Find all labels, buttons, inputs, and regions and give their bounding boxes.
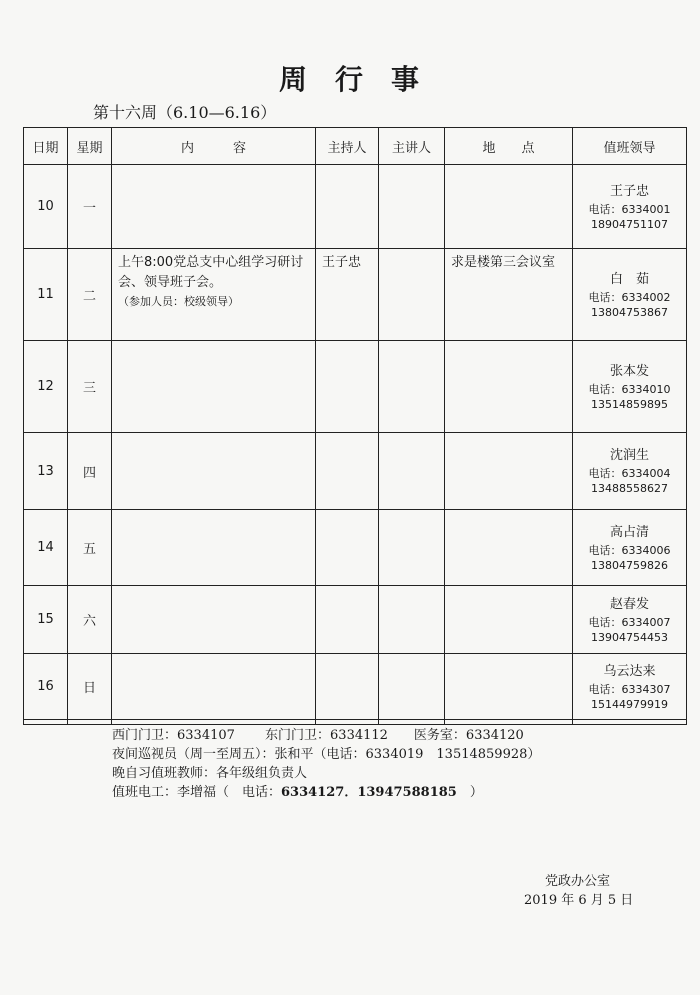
- table-row: [24, 510, 687, 586]
- row-content: [112, 249, 316, 341]
- leader-name: 乌云达来: [603, 663, 656, 679]
- row-speaker: [379, 586, 445, 654]
- schedule-table: [23, 127, 687, 725]
- leader-mobile: 13904754453: [591, 630, 668, 644]
- footer-electric: [112, 781, 483, 800]
- row-weekday: 一: [68, 165, 112, 249]
- leader-phone: 电话：6334007: [588, 615, 671, 629]
- row-leader: [573, 433, 687, 510]
- header-host: 主持人: [316, 128, 379, 165]
- title-char: 周: [278, 63, 309, 96]
- table-row: [24, 654, 687, 720]
- table-row: [24, 433, 687, 510]
- leader-phone: 电话：6334006: [588, 543, 671, 557]
- row-leader: [573, 341, 687, 433]
- page-title: [0, 58, 700, 98]
- row-date: 10: [24, 165, 68, 249]
- leader-phone: 电话：6334002: [588, 290, 671, 304]
- leader-name: 张本发: [609, 363, 649, 379]
- row-host: [316, 510, 379, 586]
- issue-date: 2019 年 6 月 5 日: [524, 893, 634, 908]
- header-date: 日期: [24, 128, 68, 165]
- leader-phone: 电话：6334307: [588, 682, 671, 696]
- row-date: 15: [24, 586, 68, 654]
- row-speaker: [379, 165, 445, 249]
- row-host: [316, 654, 379, 720]
- footer-electric-prefix: 值班电工：李增福（ 电话：: [112, 785, 282, 800]
- leader-name: 沈润生: [609, 448, 649, 463]
- row-location: [445, 586, 573, 654]
- row-location: [445, 654, 573, 720]
- row-date: 11: [24, 249, 68, 341]
- row-date: 13: [24, 433, 68, 510]
- row-speaker: [379, 249, 445, 341]
- header-weekday: 星期: [68, 128, 112, 165]
- table-header-row: [24, 128, 687, 165]
- leader-mobile: 13804753867: [591, 305, 668, 319]
- row-location: 求是楼第三会议室: [445, 249, 573, 341]
- row-weekday: 六: [68, 586, 112, 654]
- row-content-text: 上午8:00党总支中心组学习研讨会、领导班子会。: [118, 255, 304, 290]
- row-content: [112, 510, 316, 586]
- row-location: [445, 341, 573, 433]
- row-speaker: [379, 341, 445, 433]
- header-leader: 值班领导: [573, 128, 687, 165]
- row-host: [316, 165, 379, 249]
- row-content: [112, 586, 316, 654]
- leader-mobile: 15144979919: [591, 697, 668, 711]
- leader-mobile: 18904751107: [591, 217, 668, 231]
- header-content: 内 容: [112, 128, 316, 165]
- row-weekday: 四: [68, 433, 112, 510]
- row-host: [316, 433, 379, 510]
- row-weekday: 二: [68, 249, 112, 341]
- week-label: 第十六周（6.10—6.16）: [93, 103, 277, 122]
- row-speaker: [379, 510, 445, 586]
- row-content: [112, 165, 316, 249]
- title-char: 事: [391, 63, 422, 96]
- row-content: [112, 654, 316, 720]
- row-host: [316, 586, 379, 654]
- row-location: [445, 510, 573, 586]
- row-leader: [573, 165, 687, 249]
- row-speaker: [379, 654, 445, 720]
- row-weekday: 五: [68, 510, 112, 586]
- footer-electric-numbers: 6334127．13947588185: [281, 785, 457, 800]
- row-weekday: 日: [68, 654, 112, 720]
- leader-mobile: 13804759826: [591, 558, 668, 572]
- row-leader: [573, 510, 687, 586]
- header-location: 地 点: [445, 128, 573, 165]
- title-char: 行: [334, 63, 365, 96]
- row-leader: [573, 586, 687, 654]
- issuing-office: 党政办公室: [545, 874, 611, 889]
- header-speaker: 主讲人: [379, 128, 445, 165]
- row-date: 16: [24, 654, 68, 720]
- leader-name: 赵春发: [609, 596, 649, 612]
- leader-name: 高占清: [609, 524, 649, 540]
- footer-gates: 西门门卫：6334107 东门门卫：6334112 医务室：6334120: [112, 728, 524, 743]
- row-leader: [573, 249, 687, 341]
- footer-patrol: 夜间巡视员（周一至周五）：张和平（电话：6334019 13514859928）: [112, 747, 541, 762]
- leader-phone: 电话：6334010: [588, 382, 671, 396]
- leader-phone: 电话：6334004: [588, 467, 671, 480]
- leader-name: 白 茹: [609, 271, 649, 287]
- table-row: [24, 586, 687, 654]
- row-location: [445, 165, 573, 249]
- row-content-note: （参加人员：校级领导）: [118, 295, 239, 308]
- leader-mobile: 13488558627: [591, 482, 668, 495]
- footer-evening: 晚自习值班教师：各年级组负责人: [112, 766, 308, 781]
- row-speaker: [379, 433, 445, 510]
- row-content: [112, 341, 316, 433]
- leader-phone: 电话：6334001: [588, 202, 671, 216]
- table-row: [24, 165, 687, 249]
- leader-name: 王子忠: [609, 183, 649, 199]
- leader-mobile: 13514859895: [591, 397, 668, 411]
- row-leader: [573, 654, 687, 720]
- footer-electric-suffix: ）: [456, 785, 483, 800]
- row-date: 12: [24, 341, 68, 433]
- row-host: [316, 341, 379, 433]
- row-weekday: 三: [68, 341, 112, 433]
- row-location: [445, 433, 573, 510]
- table-row: [24, 249, 687, 341]
- row-host: 王子忠: [316, 249, 379, 341]
- table-row: [24, 341, 687, 433]
- row-date: 14: [24, 510, 68, 586]
- row-content: [112, 433, 316, 510]
